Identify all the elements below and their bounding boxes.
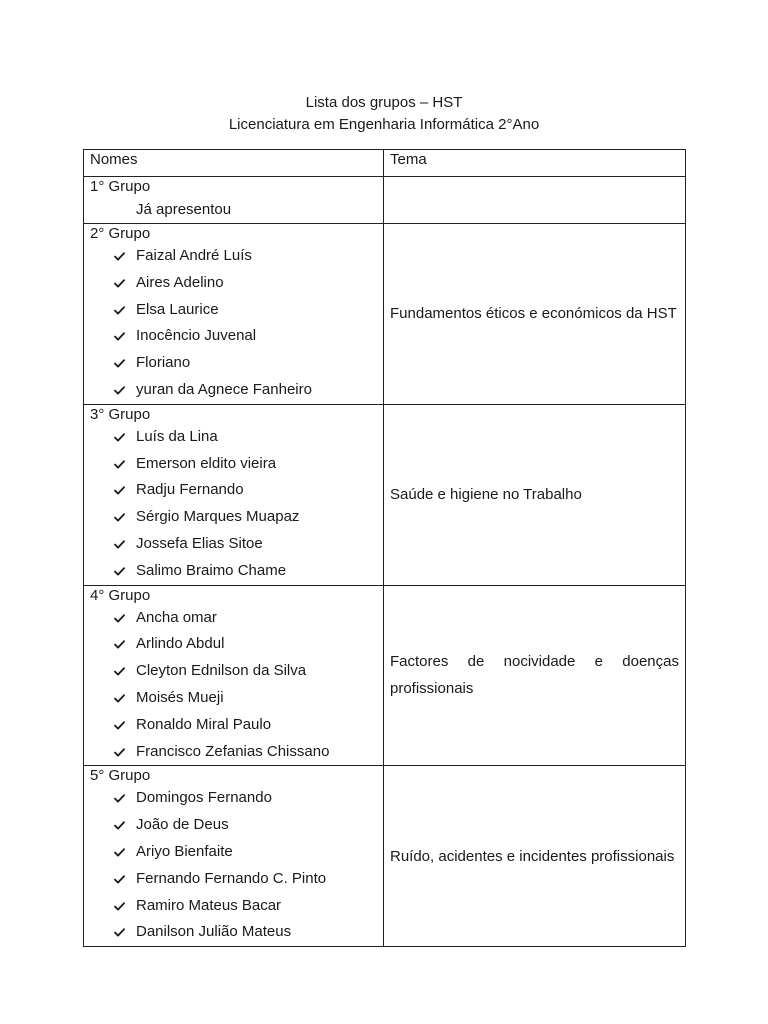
list-item (84, 243, 383, 270)
checkmark-icon (114, 631, 128, 658)
member-name: Moisés Mueji (136, 688, 224, 706)
member-name: Jossefa Elias Sitoe (136, 534, 263, 552)
list-item (84, 350, 383, 377)
member-name: Ramiro Mateus Bacar (136, 896, 282, 914)
list-item (84, 812, 383, 839)
groups-body (84, 177, 686, 947)
group-theme-cell (384, 224, 686, 405)
group-row (84, 585, 686, 766)
group-label: 3° Grupo (90, 405, 151, 423)
header-names-label: Nomes (90, 151, 138, 168)
member-name: Arlindo Abdul (136, 635, 225, 653)
list-item (84, 605, 383, 632)
checkmark-icon (114, 350, 128, 377)
table-header-row (84, 150, 686, 177)
checkmark-icon (114, 531, 128, 558)
header-theme-label: Tema (390, 151, 427, 168)
group-note: Já apresentou (136, 201, 232, 218)
group-theme: Factores de nocividade e doenças profissionais (390, 653, 679, 698)
checkmark-icon (114, 785, 128, 812)
list-item (84, 558, 383, 585)
member-name: Ancha omar (136, 608, 217, 626)
list-item (84, 477, 383, 504)
group-names-cell (84, 766, 384, 947)
group-theme-cell (384, 766, 686, 947)
checkmark-icon (114, 451, 128, 478)
group-theme-cell (384, 177, 686, 224)
member-name: Faizal André Luís (136, 247, 252, 264)
member-name: Francisco Zefanias Chissano (136, 742, 330, 760)
group-names-cell (84, 177, 384, 224)
groups-table (83, 149, 686, 947)
checkmark-icon (114, 605, 128, 632)
member-name: Domingos Fernando (136, 789, 272, 807)
checkmark-icon (114, 739, 128, 766)
member-name: Radju Fernando (136, 481, 244, 499)
list-item (84, 504, 383, 531)
header-names (84, 150, 384, 177)
list-item (84, 739, 383, 766)
list-item (84, 270, 383, 297)
list-item (84, 631, 383, 658)
group-theme-cell (384, 585, 686, 766)
group-label: 1° Grupo (90, 178, 151, 195)
checkmark-icon (114, 477, 128, 504)
checkmark-icon (114, 377, 128, 404)
checkmark-icon (114, 812, 128, 839)
checkmark-icon (114, 323, 128, 350)
list-item (84, 323, 383, 350)
list-item (84, 785, 383, 812)
list-item (84, 839, 383, 866)
member-name: Luís da Lina (136, 427, 218, 445)
member-name: João de Deus (136, 816, 229, 834)
checkmark-icon (114, 297, 128, 324)
group-theme: Ruído, acidentes e incidentes profissionais (390, 847, 675, 865)
group-label: 4° Grupo (90, 586, 151, 604)
list-item (84, 424, 383, 451)
document-title: Lista dos grupos – HST (305, 94, 463, 111)
checkmark-icon (114, 685, 128, 712)
member-name: Floriano (136, 354, 191, 372)
list-item (84, 685, 383, 712)
header-theme (384, 150, 686, 177)
member-name: Aires Adelino (136, 273, 224, 291)
member-name: Ronaldo Miral Paulo (136, 715, 272, 733)
checkmark-icon (114, 424, 128, 451)
checkmark-icon (114, 839, 128, 866)
checkmark-icon (114, 270, 128, 297)
group-theme-cell (384, 404, 686, 585)
checkmark-icon (114, 504, 128, 531)
list-item (84, 866, 383, 893)
member-name: Emerson eldito vieira (136, 454, 277, 472)
group-names-cell (84, 224, 384, 405)
group-label: 2° Grupo (90, 225, 151, 242)
checkmark-icon (114, 243, 128, 270)
list-item (84, 919, 383, 946)
list-item (84, 712, 383, 739)
member-name: Fernando Fernando C. Pinto (136, 869, 327, 887)
member-name: yuran da Agnece Fanheiro (136, 380, 312, 398)
group-label: 5° Grupo (90, 767, 151, 785)
checkmark-icon (114, 558, 128, 585)
member-name: Elsa Laurice (136, 300, 219, 318)
list-item (84, 658, 383, 685)
member-name: Inocêncio Juvenal (136, 327, 257, 345)
list-item (84, 377, 383, 404)
group-row (84, 404, 686, 585)
list-item (84, 451, 383, 478)
group-theme: Saúde e higiene no Trabalho (390, 486, 582, 504)
group-row (84, 766, 686, 947)
member-name: Danilson Julião Mateus (136, 923, 292, 941)
group-names-cell (84, 585, 384, 766)
checkmark-icon (114, 919, 128, 946)
group-theme: Fundamentos éticos e económicos da HST (390, 305, 677, 323)
group-names-cell (84, 404, 384, 585)
member-name: Cleyton Ednilson da Silva (136, 662, 307, 680)
list-item (84, 893, 383, 920)
member-name: Ariyo Bienfaite (136, 842, 233, 860)
checkmark-icon (114, 893, 128, 920)
member-name: Salimo Braimo Chame (136, 561, 287, 579)
document-header (0, 92, 768, 136)
list-item (84, 531, 383, 558)
list-item (84, 297, 383, 324)
group-row (84, 177, 686, 224)
group-row (84, 224, 686, 405)
checkmark-icon (114, 712, 128, 739)
member-name: Sérgio Marques Muapaz (136, 508, 300, 526)
checkmark-icon (114, 866, 128, 893)
checkmark-icon (114, 658, 128, 685)
document-subtitle: Licenciatura em Engenharia Informática 2°Ano (228, 116, 540, 133)
